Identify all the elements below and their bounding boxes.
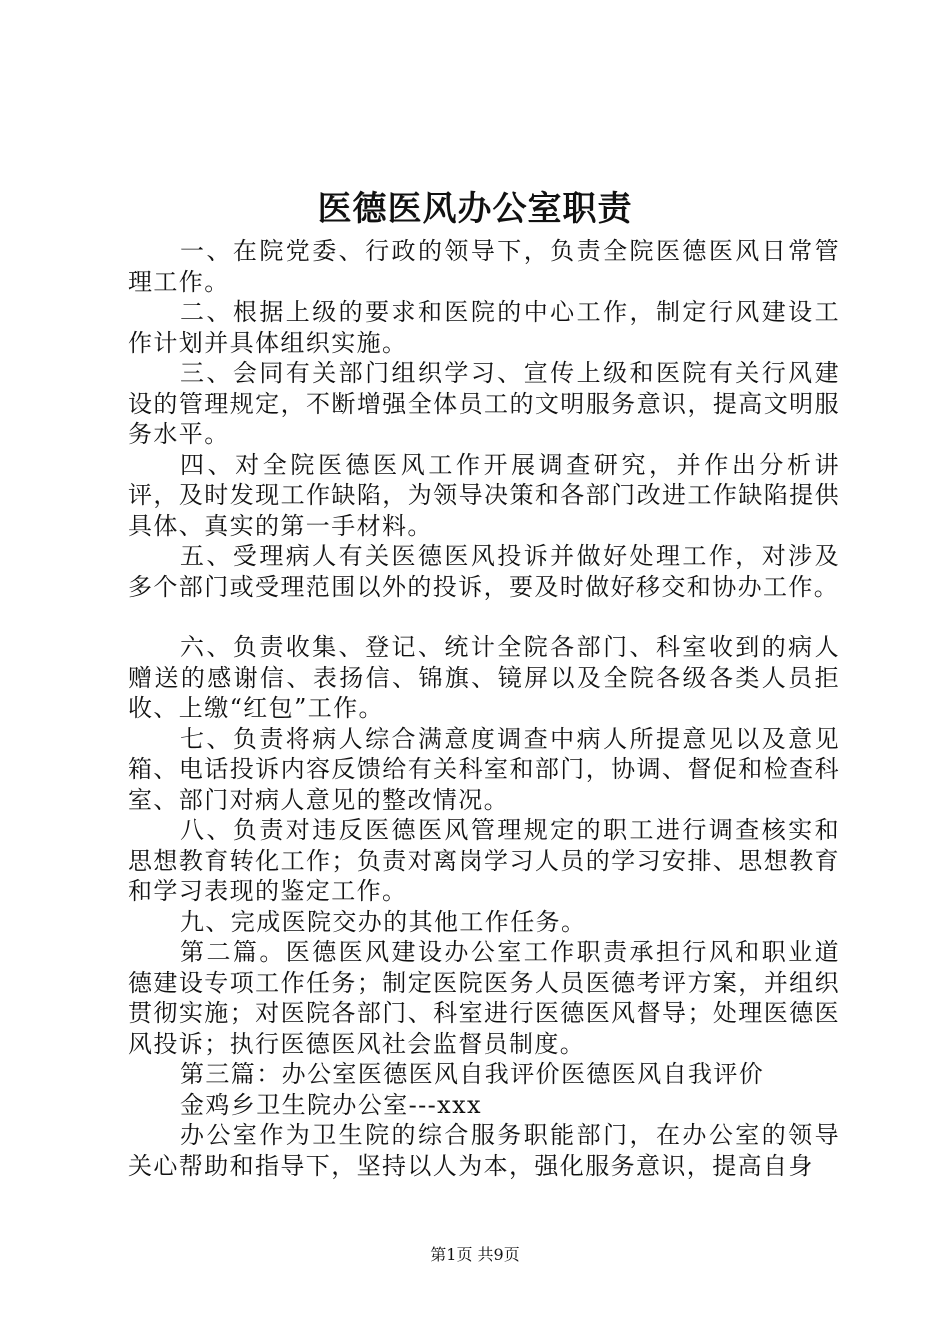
paragraph-6: 六、负责收集、登记、统计全院各部门、科室收到的病人赠送的感谢信、表扬信、锦旗、镜屏以及全院各级各类人员拒收、上缴“红包”工作。 [128,633,840,722]
paragraph-10: 第二篇。医德医风建设办公室工作职责承担行风和职业道德建设专项工作任务；制定医院医务人员医德考评方案，并组织贯彻实施；对医院各部门、科室进行医德医风督导；处理医德医风投诉；执行医德医风社会监督员制度。 [128,938,840,1058]
paragraph-3: 三、会同有关部门组织学习、宣传上级和医院有关行风建设的管理规定，不断增强全体员工的文明服务意识，提高文明服务水平。 [128,359,840,448]
paragraph-7: 七、负责将病人综合满意度调查中病人所提意见以及意见箱、电话投诉内容反馈给有关科室和部门，协调、督促和检查科室、部门对病人意见的整改情况。 [128,724,840,814]
paragraph-1: 一、在院党委、行政的领导下，负责全院医德医风日常管理工作。 [128,237,840,296]
paragraph-4: 四、对全院医德医风工作开展调查研究，并作出分析讲评，及时发现工作缺陷，为领导决策和各部门改进工作缺陷提供具体、真实的第一手材料。 [128,450,840,540]
document-body [128,236,840,1181]
paragraph-2: 二、根据上级的要求和医院的中心工作，制定行风建设工作计划并具体组织实施。 [128,298,840,357]
paragraph-5: 五、受理病人有关医德医风投诉并做好处理工作，对涉及多个部门或受理范围以外的投诉，要及时做好移交和协办工作。 [128,542,840,601]
paragraph-11: 第三篇：办公室医德医风自我评价医德医风自我评价 [180,1060,765,1088]
paragraph-8: 八、负责对违反医德医风管理规定的职工进行调查核实和思想教育转化工作；负责对离岗学习人员的学习安排、思想教育和学习表现的鉴定工作。 [128,816,840,905]
page-number: 第1页 共9页 [430,1245,520,1264]
paragraph-9: 九、完成医院交办的其他工作任务。 [180,907,587,936]
paragraph-13: 办公室作为卫生院的综合服务职能部门，在办公室的领导关心帮助和指导下，坚持以人为本，强化服务意识，提高自身 [128,1121,840,1180]
paragraph-12: 金鸡乡卫生院办公室---xxx [180,1090,482,1119]
document-title: 医德医风办公室职责 [317,189,633,229]
